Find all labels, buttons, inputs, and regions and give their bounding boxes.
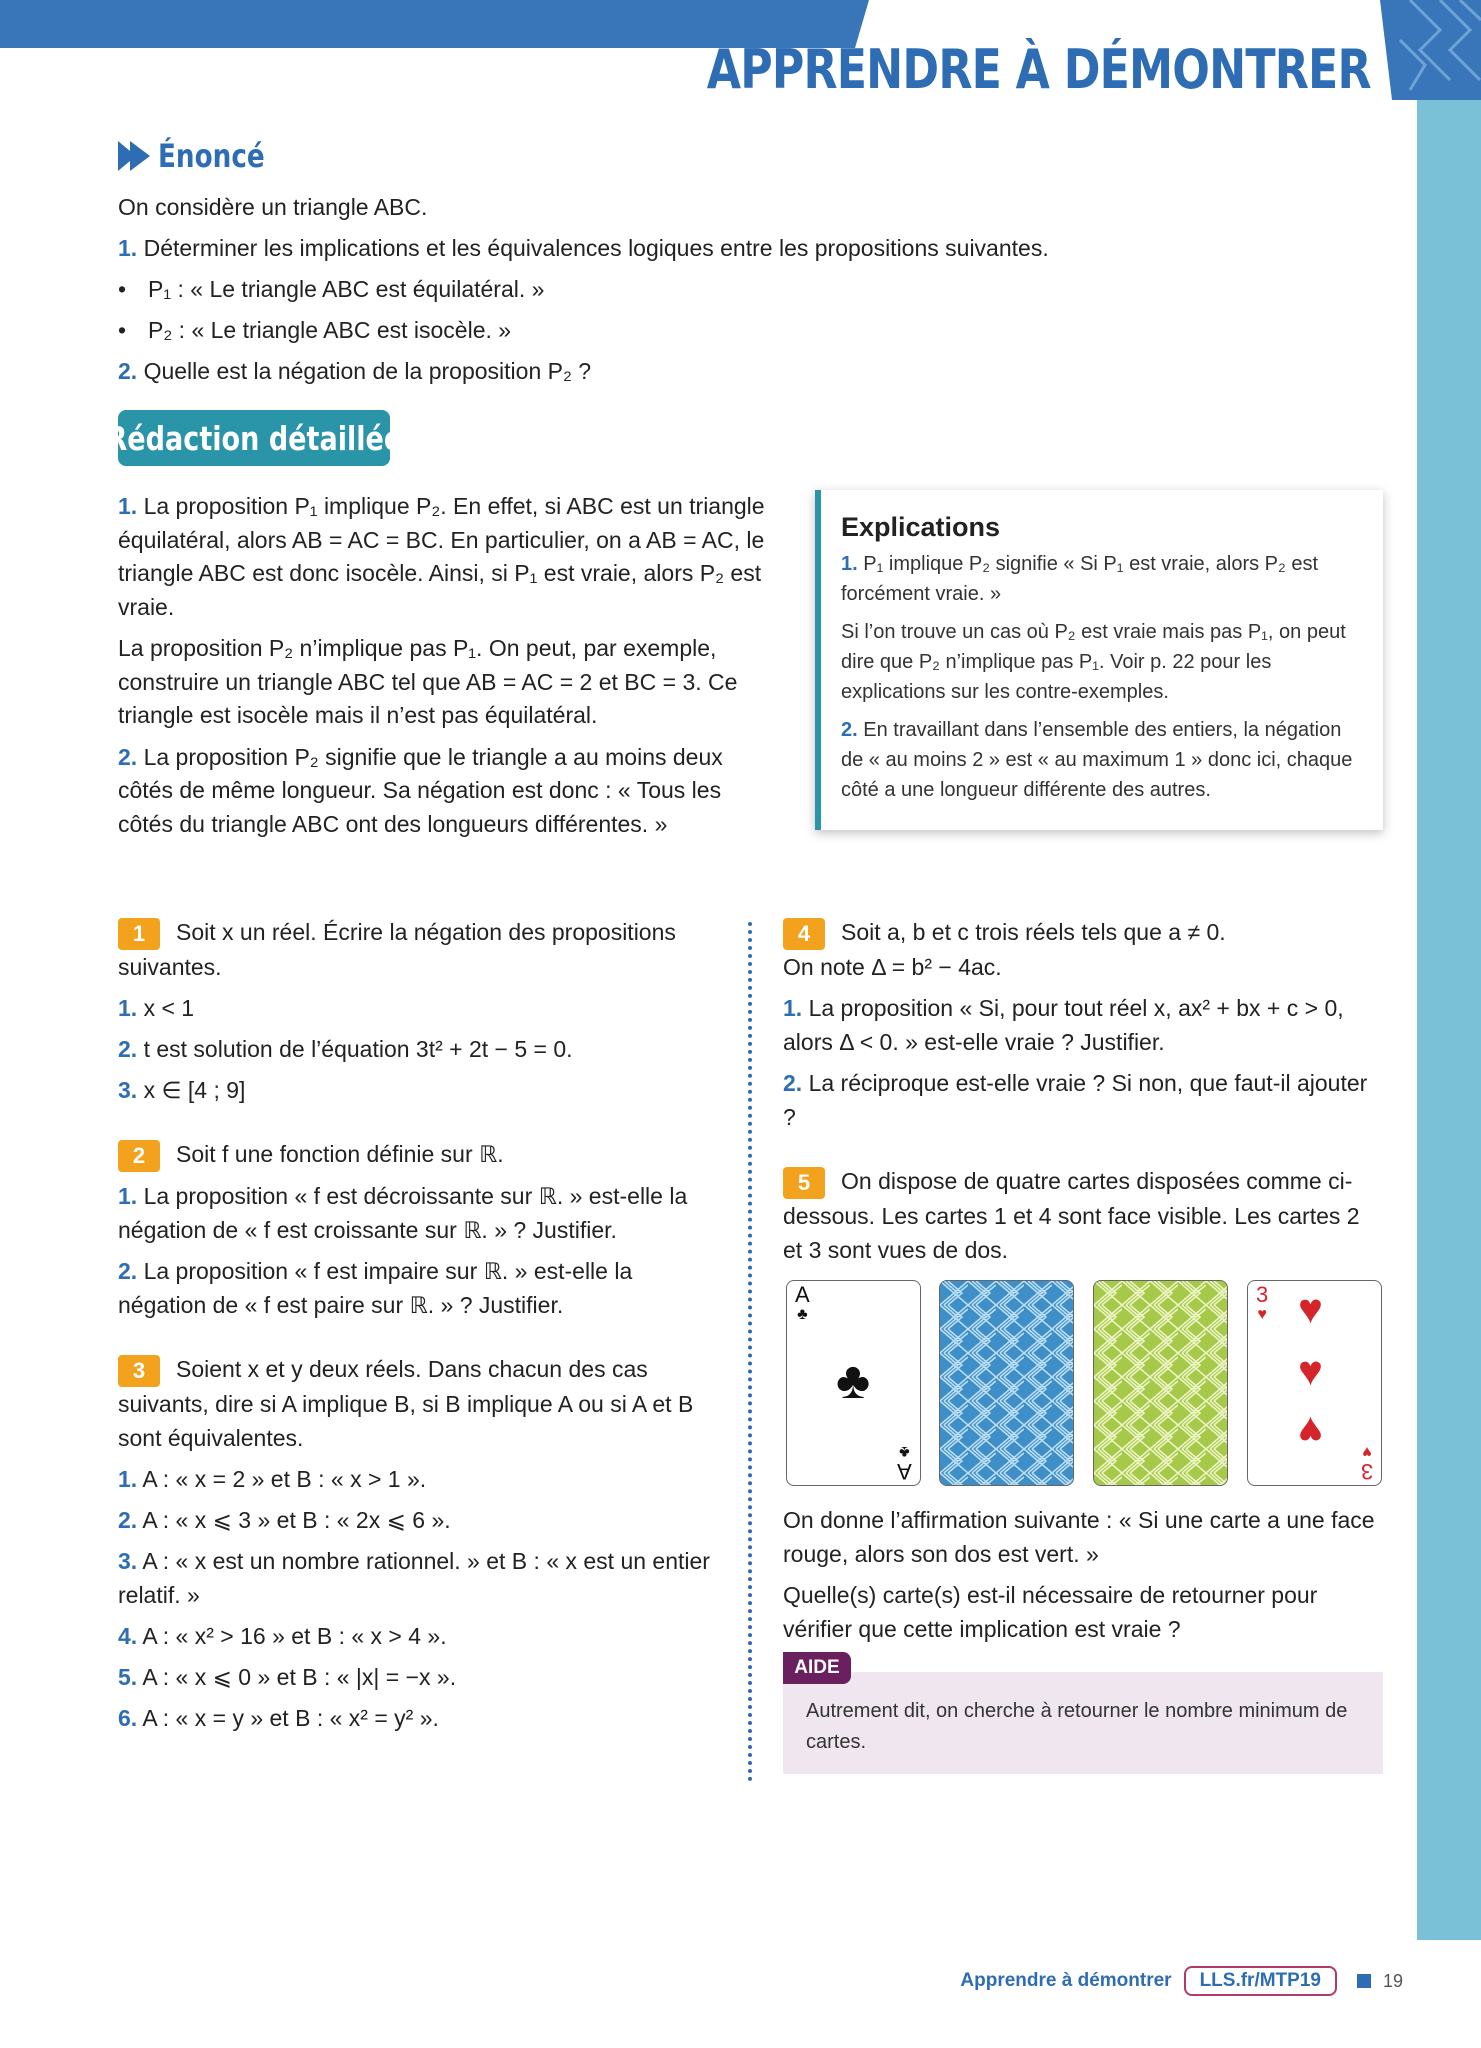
item-number: 1. [118, 1182, 138, 1209]
exercise-2-intro [118, 1137, 718, 1172]
exercise-item [118, 1619, 718, 1653]
exercise-item [783, 1066, 1383, 1134]
item-number: 1. [118, 994, 138, 1021]
aide-label: AIDE [783, 1652, 851, 1684]
redaction-badge [106, 410, 402, 466]
item-number: 2. [783, 1069, 803, 1096]
item-number: 1. [118, 1465, 138, 1492]
card1-center-suit: ♣ [835, 1352, 871, 1410]
redaction-label: Rédaction détaillée [106, 418, 402, 458]
item-text: La proposition « f est décroissante sur ℝ. » est-elle la négation de « f est croissante sur ℝ. » ? Justifier. [118, 1182, 688, 1243]
redaction-para-2: La proposition P₂ n’implique pas P₁. On peut, par exemple, construire un triangle ABC tel que AB = AC = 2 et BC = 3. Ce triangle est isocèle mais il n’est pas équilatéral. [118, 635, 738, 728]
explications-num-2: 2. [841, 719, 858, 741]
item-number: 4. [118, 1622, 138, 1649]
item-number: 3. [118, 1547, 138, 1574]
item-text: A : « x = y » et B : « x² = y² ». [142, 1704, 439, 1731]
green-pattern-icon [1094, 1281, 1228, 1486]
exercises-right-column [783, 915, 1383, 1297]
item-text: x < 1 [143, 994, 195, 1021]
exercise-2-intro-text: Soit f une fonction définie sur ℝ. [176, 1140, 504, 1167]
item-number: 2. [118, 1506, 138, 1533]
item-text: A : « x = 2 » et B : « x > 1 ». [142, 1465, 427, 1492]
item-number: 3. [118, 1076, 138, 1103]
exercise-item [118, 1701, 718, 1735]
card4-rank: 3 [1256, 1282, 1269, 1307]
explications-title: Explications [841, 512, 1001, 542]
enonce-intro: On considère un triangle ABC. [118, 194, 428, 220]
redaction-num-1: 1. [118, 493, 138, 519]
card-three-of-hearts [1247, 1280, 1382, 1486]
exercise-5 [783, 1164, 1383, 1267]
exercise-item [118, 1503, 718, 1537]
card4-heart-bottom-icon: ♥ [1298, 1408, 1323, 1455]
card4-small-suit-icon: ♥ [1362, 1443, 1372, 1460]
exercise-item [118, 1462, 718, 1496]
corner-pattern [1380, 0, 1481, 100]
footer-link[interactable]: LLS.fr/MTP19 [1184, 1966, 1337, 1996]
redaction-num-2: 2. [118, 743, 138, 770]
explications-num-1: 1. [841, 553, 858, 575]
q1-text: Déterminer les implications et les équivalences logiques entre les propositions suivantes. [143, 235, 1049, 261]
explications-p3 [841, 715, 1363, 805]
explications-p1 [841, 549, 1363, 609]
exercise-5-intro-text: On dispose de quatre cartes disposées comme ci-dessous. Les cartes 1 et 4 sont face visible. Les cartes 2 et 3 sont vues de dos. [783, 1167, 1360, 1263]
item-text: A : « x ⩽ 3 » et B : « 2x ⩽ 6 ». [142, 1506, 451, 1533]
footer [960, 1966, 1403, 1996]
card4-heart-top: ♥ [1298, 1285, 1323, 1332]
item-text: La réciproque est-elle vraie ? Si non, que faut-il ajouter ? [783, 1069, 1368, 1130]
exercise-2 [118, 1137, 718, 1322]
card4-rank-rotated: 3 [1360, 1459, 1373, 1484]
card4-corner-bottom [1361, 1443, 1373, 1483]
enonce-text [118, 190, 1388, 395]
item-text: x ∈ [4 ; 9] [143, 1076, 246, 1103]
exercise-badge: 3 [118, 1355, 160, 1387]
page-title: APPRENDRE À DÉMONTRER [707, 38, 1371, 101]
item-number: 2. [118, 1257, 138, 1284]
exercise-4-intro-text: Soit a, b et c trois réels tels que a ≠ 0. [841, 919, 1226, 945]
footer-square-icon [1357, 1974, 1371, 1988]
exercise-1 [118, 915, 718, 1107]
exercise-5-intro [783, 1164, 1383, 1267]
item-text: La proposition « f est impaire sur ℝ. » est-elle la négation de « f est paire sur ℝ. » ? Justifier. [118, 1257, 633, 1318]
exercise-badge: 1 [118, 918, 160, 950]
exercise-item [783, 991, 1383, 1059]
exercise-4-intro2: On note Δ = b² − 4ac. [783, 953, 1002, 980]
item-number: 1. [783, 994, 803, 1021]
redaction-text [118, 490, 768, 849]
exercise-3-intro [118, 1352, 718, 1455]
exercise-3 [118, 1352, 718, 1735]
explications-p3-text: En travaillant dans l’ensemble des entiers, la négation de « au moins 2 » est « au maximum 1 » donc ici, chaque côté a une longueur différente des autres. [841, 719, 1353, 801]
card-green-back [1093, 1280, 1228, 1486]
redaction-para-1 [118, 490, 768, 624]
exercise-3-intro-text: Soient x et y deux réels. Dans chacun des cas suivants, dire si A implique B, si B implique A ou si A et B sont équivalentes. [118, 1355, 694, 1451]
exercise-item [118, 1179, 718, 1247]
redaction-para-1-text: La proposition P₁ implique P₂. En effet, si ABC est un triangle équilatéral, alors AB = AC = BC. En particulier, on a AB = AC, le triangle ABC est donc isocèle. Ainsi, si P₁ est vraie, alors P₂ est vraie. [118, 493, 765, 620]
card-ace-of-clubs [786, 1280, 921, 1486]
item-number: 6. [118, 1704, 138, 1731]
proposition-p1: • P₁ : « Le triangle ABC est équilatéral. » [118, 272, 1388, 306]
enonce-q1 [118, 231, 1388, 265]
footer-label: Apprendre à démontrer [960, 1970, 1172, 1991]
exercise-5-question: Quelle(s) carte(s) est-il nécessaire de retourner pour vérifier que cette implication est vraie ? [783, 1582, 1318, 1642]
enonce-heading [118, 132, 288, 180]
item-text: A : « x² > 16 » et B : « x > 4 ». [142, 1622, 447, 1649]
exercise-item [118, 1254, 718, 1322]
card1-small-suit-icon: ♣ [797, 1306, 808, 1323]
exercise-item [118, 991, 718, 1025]
redaction-para-3 [118, 741, 768, 842]
q1-number: 1. [118, 235, 138, 261]
card1-rank-rotated: A [897, 1459, 912, 1484]
exercise-badge: 5 [783, 1167, 825, 1199]
aide-text: Autrement dit, on cherche à retourner le nombre minimum de cartes. [806, 1700, 1348, 1753]
exercise-badge: 2 [118, 1140, 160, 1172]
side-band [1417, 100, 1481, 1940]
item-text: La proposition « Si, pour tout réel x, ax² + bx + c > 0, alors Δ < 0. » est-elle vraie ? Justifier. [783, 994, 1344, 1055]
explications-p2: Si l’on trouve un cas où P₂ est vraie mais pas P₁, on peut dire que P₂ n’implique pas P₁. Voir p. 22 pour les explications sur les contre-exemples. [841, 621, 1346, 703]
proposition-p2: • P₂ : « Le triangle ABC est isocèle. » [118, 313, 1388, 347]
enonce-label: Énoncé [158, 137, 265, 175]
exercise-5-conclusion [783, 1503, 1383, 1653]
exercise-5-statement: On donne l’affirmation suivante : « Si une carte a une face rouge, alors son dos est vert. » [783, 1507, 1375, 1567]
exercise-item [118, 1032, 718, 1066]
enonce-q2 [118, 354, 1388, 388]
card1-corner-bottom [897, 1443, 912, 1483]
explications-box [815, 490, 1383, 830]
item-number: 2. [118, 1035, 138, 1062]
page-number: 19 [1382, 1970, 1403, 1991]
exercise-4 [783, 915, 1383, 1134]
exercise-item [118, 1073, 718, 1107]
q2-text: Quelle est la négation de la proposition P₂ ? [143, 358, 592, 384]
exercise-4-intro [783, 915, 1383, 950]
q2-number: 2. [118, 358, 138, 384]
card4-heart-middle-icon: ♥ [1298, 1347, 1323, 1394]
card-blue-back [939, 1280, 1074, 1486]
item-text: A : « x est un nombre rationnel. » et B : « x est un entier relatif. » [118, 1547, 710, 1608]
column-divider [748, 922, 752, 1782]
card1-corner-top [795, 1283, 810, 1323]
exercise-item [118, 1660, 718, 1694]
card4-corner-top [1256, 1283, 1268, 1323]
exercise-item [118, 1544, 718, 1612]
item-number: 5. [118, 1663, 138, 1690]
item-text: t est solution de l’équation 3t² + 2t − 5 = 0. [143, 1035, 573, 1062]
exercises-left-column [118, 915, 718, 1765]
explications-p1-text: P₁ implique P₂ signifie « Si P₁ est vraie, alors P₂ est forcément vraie. » [841, 553, 1319, 605]
card1-rank: A [795, 1282, 810, 1307]
play-arrow-icon [118, 141, 152, 171]
card4-small-suit-icon: ♥ [1257, 1306, 1267, 1323]
exercise-1-intro [118, 915, 718, 984]
blue-pattern-icon [940, 1281, 1074, 1486]
card1-small-suit-icon: ♣ [899, 1443, 910, 1460]
exercise-1-intro-text: Soit x un réel. Écrire la négation des propositions suivantes. [118, 919, 676, 980]
item-text: A : « x ⩽ 0 » et B : « |x| = −x ». [142, 1663, 457, 1690]
exercise-badge: 4 [783, 918, 825, 950]
redaction-para-3-text: La proposition P₂ signifie que le triangle a au moins deux côtés de même longueur. Sa négation est donc : « Tous les côtés du triangle ABC ont des longueurs différentes. » [118, 743, 723, 837]
